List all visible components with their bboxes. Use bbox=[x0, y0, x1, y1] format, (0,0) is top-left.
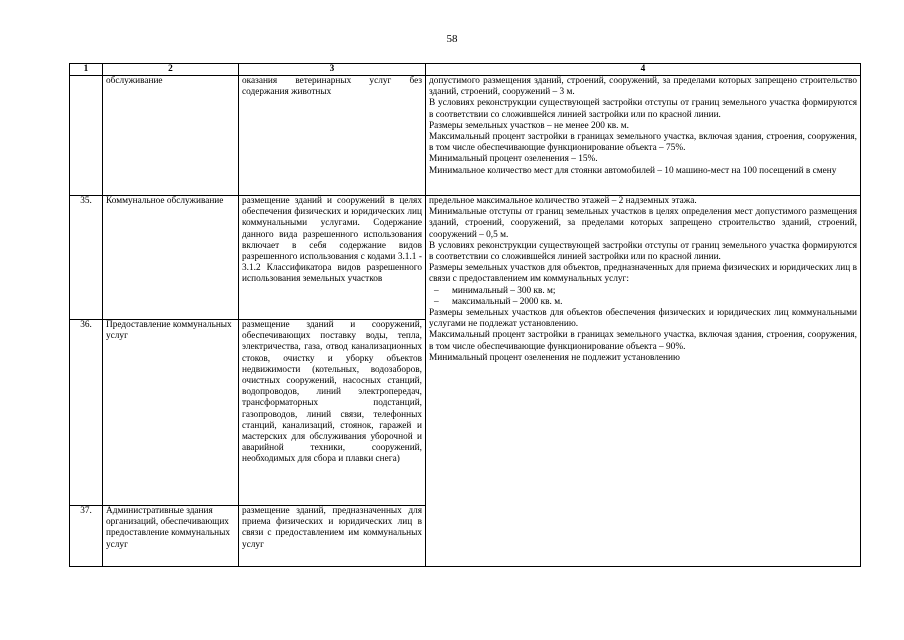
row-name: Предоставление коммунальных услуг bbox=[103, 320, 239, 506]
param-text: В условиях реконструкции существующей застройки отступы от границ земельного участка формируются в соответствии со сложившейся линией застройки или по красной линии. bbox=[429, 240, 857, 263]
row-name: Коммунальное обслуживание bbox=[103, 196, 239, 320]
param-text: Размеры земельных участков – не менее 200 кв. м. bbox=[429, 120, 629, 131]
row-name: обслуживание bbox=[103, 76, 239, 196]
page-number: 58 bbox=[446, 33, 458, 45]
column-header-3: 3 bbox=[239, 64, 426, 76]
area-limits-list bbox=[429, 286, 857, 308]
param-text: Минимальный процент озеленения – 15%. bbox=[429, 154, 598, 165]
param-text: Минимальные отступы от границ земельных участков в целях определения мест допустимого размещения зданий, строений, сооружений, за пределами которых запрещено строительство зданий, строений, сооружений – 0,5 м. bbox=[429, 207, 857, 240]
row-number: 35. bbox=[70, 196, 103, 320]
table-header-row bbox=[70, 64, 861, 76]
row-description: размещение зданий и сооружений, обеспечивающих поставку воды, тепла, электричества, газа, отвод канализационных стоков, очистку и уборку объектов недвижимости (котельных, водозаборов, очистных сооружений, насосных станций, водопроводов, линий электропередач, трансформаторных подстанций, газопроводов, линий связи, телефонных станций, канализаций, стоянок, гаражей и мастерских для обслуживания уборочной и аварийной техники, сооружений, необходимых для сбора и плавки снега) bbox=[239, 320, 426, 506]
param-text: Максимальный процент застройки в границах земельного участка, включая здания, строения, сооружения, в том числе обеспечивающие функционирование объекта – 90%. bbox=[429, 330, 857, 352]
row-number: 36. bbox=[70, 320, 103, 506]
param-text: допустимого размещения зданий, строений, сооружений, за пределами которых запрещено строительство зданий, строений, сооружений – 3 м. bbox=[429, 76, 857, 98]
row-description: размещение зданий, предназначенных для приема физических и юридических лиц в связи с предоставлением им коммунальных услуг bbox=[239, 506, 426, 567]
param-text: В условиях реконструкции существующей застройки отступы от границ земельного участка формируются в соответствии со сложившейся линией застройки или по красной линии. bbox=[429, 98, 857, 120]
row-number: 37. bbox=[70, 506, 103, 567]
column-header-4: 4 bbox=[426, 64, 861, 76]
param-text: Размеры земельных участков для объектов обеспечения физических и юридических лиц коммунальными услугами не подлежат установлению. bbox=[429, 308, 857, 330]
param-text: Максимальный процент застройки в границах земельного участка, включая здания, строения, сооружения, в том числе обеспечивающие функционирование объекта – 75%. bbox=[429, 132, 857, 154]
land-use-table bbox=[69, 63, 861, 567]
param-text: Минимальный процент озеленения не подлежит установлению bbox=[429, 352, 680, 363]
row-description: размещение зданий и сооружений в целях обеспечения физических и юридических лиц коммунальными услугами. Содержание данного вида разрешенного использования включает в себя содержание видов разрешенного использования с кодами 3.1.1 - 3.1.2 Классификатора видов разрешенного использования земельных участков bbox=[239, 196, 426, 320]
row-parameters bbox=[426, 196, 861, 567]
row-parameters bbox=[426, 76, 861, 196]
column-header-1: 1 bbox=[70, 64, 103, 76]
list-item: – максимальный – 2000 кв. м. bbox=[429, 297, 857, 308]
row-description: оказания ветеринарных услуг без содержания животных bbox=[239, 76, 426, 196]
row-number bbox=[70, 76, 103, 196]
row-name: Административные здания организаций, обеспечивающих предоставление коммунальных услуг bbox=[103, 506, 239, 567]
param-text: предельное максимальное количество этажей – 2 надземных этажа. bbox=[429, 196, 697, 206]
column-header-2: 2 bbox=[103, 64, 239, 76]
list-item: – минимальный – 300 кв. м; bbox=[429, 286, 857, 297]
param-text: Размеры земельных участков для объектов, предназначенных для приема физических и юридических лиц в связи с предоставлением им коммунальных услуг: bbox=[429, 263, 857, 285]
table-row bbox=[70, 76, 861, 196]
param-text: Минимальное количество мест для стоянки автомобилей – 10 машино-мест на 100 посещений в смену bbox=[429, 165, 837, 176]
table-row bbox=[70, 196, 861, 320]
